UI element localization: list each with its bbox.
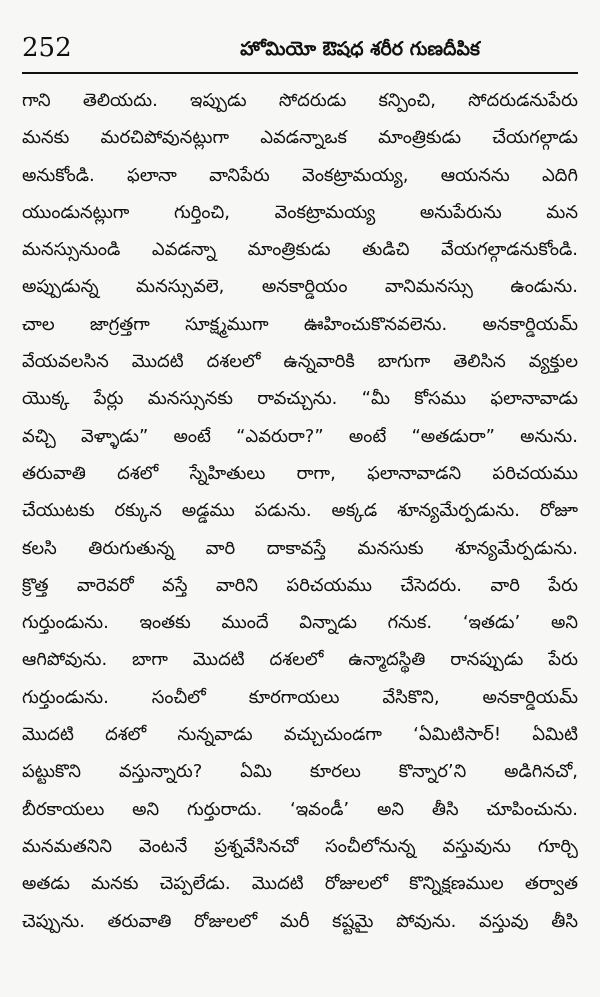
page-header <box>22 30 578 70</box>
body-text <box>22 82 578 940</box>
text-line: యుండునట్లుగా గుర్తించి, వెంకట్రామయ్య అనుపేరును మన <box>22 201 578 223</box>
text-line: వచ్చి వెళ్ళాడు” అంటే “ఎవరురా?” అంటే “అతడురా” అనును. <box>22 425 578 447</box>
header-rule <box>22 72 578 74</box>
text-line: చాల జాగ్రత్తగా సూక్ష్మముగా ఊహించుకొనవలెను. అనకార్డియమ్ <box>22 313 578 335</box>
page-number: 252 <box>22 33 72 63</box>
text-line: గుర్తుండును. సంచీలో కూరగాయలు వేసికొని, అనకార్డియమ్ <box>22 686 578 708</box>
text-line: ఆగిపోవును. బాగా మొదటి దశలలో ఉన్మాదస్థితి రానప్పుడు పేరు <box>22 649 578 671</box>
text-line: మనమతనిని వెంటనే ప్రశ్నవేసినచో సంచీలోనున్న వస్తువును గూర్చి <box>22 835 578 857</box>
text-line: చెప్పును. తరువాతి రోజులలో మరీ కష్టమై పోవును. వస్తువు తీసి <box>22 910 578 932</box>
text-line: మనకు మరచిపోవునట్లుగా ఎవడన్నాఒక మాంత్రికుడు చేయగల్గాడు <box>22 127 578 149</box>
text-line: మొదటి దశలో నున్నవాడు వచ్చుచుండగా ‘ఏమిటిసార్! ఏమిటి <box>22 724 578 746</box>
text-line: వేయవలసిన మొదటి దశలలో ఉన్నవారికి బాగుగా తెలిసిన వ్యక్తుల <box>22 351 578 373</box>
running-title: హోమియో ఔషధ శరీర గుణదీపిక <box>240 38 480 60</box>
text-line: మనస్సునుండి ఎవడన్నా మాంత్రికుడు తుడిచి వేయగల్గాడనుకోండి. <box>22 239 578 261</box>
text-line: క్రొత్త వారెవరో వస్తే వారిని పరిచయము చేసెదరు. వారి పేరు <box>22 574 578 596</box>
text-line: అతడు మనకు చెప్పలేడు. మొదటి రోజులలో కొన్నిక్షణముల తర్వాత <box>22 873 578 895</box>
text-line: తరువాతి దశలో స్నేహితులు రాగా, ఫలానావాడని పరిచయము <box>22 462 578 484</box>
text-line: యొక్క పేర్లు మనస్సునకు రావచ్చును. “మీ కోసము ఫలానావాడు <box>22 388 578 410</box>
text-line: బీరకాయలు అని గుర్తురాదు. ‘ఇవండీ’ అని తీసి చూపించును. <box>22 798 578 820</box>
text-line: గుర్తుండును. ఇంతకు ముందే విన్నాడు గనుక. ‘ఇతడు’ అని <box>22 612 578 634</box>
text-line: కలసి తిరుగుతున్న వారి దాకావస్తే మనసుకు శూన్యమేర్పడును. <box>22 537 578 559</box>
text-line: గాని తెలియదు. ఇప్పుడు సోదరుడు కన్పించి, సోదరుడనుపేరు <box>22 90 578 111</box>
text-line: పట్టుకొని వస్తున్నారు? ఏమి కూరలు కొన్నార’ని అడిగినచో, <box>22 761 578 783</box>
text-line: అనుకోండి. ఫలానా వానిపేరు వెంకట్రామయ్య, ఆయనను ఎదిగి <box>22 164 578 186</box>
text-line: అప్పుడున్న మనస్సువలె, అనకార్డియం వానిమనస్సు ఉండును. <box>22 276 578 298</box>
text-line: చేయుటకు రక్కున అడ్డము పడును. అక్కడ శూన్యమేర్పడును. రోజూ <box>22 500 578 522</box>
